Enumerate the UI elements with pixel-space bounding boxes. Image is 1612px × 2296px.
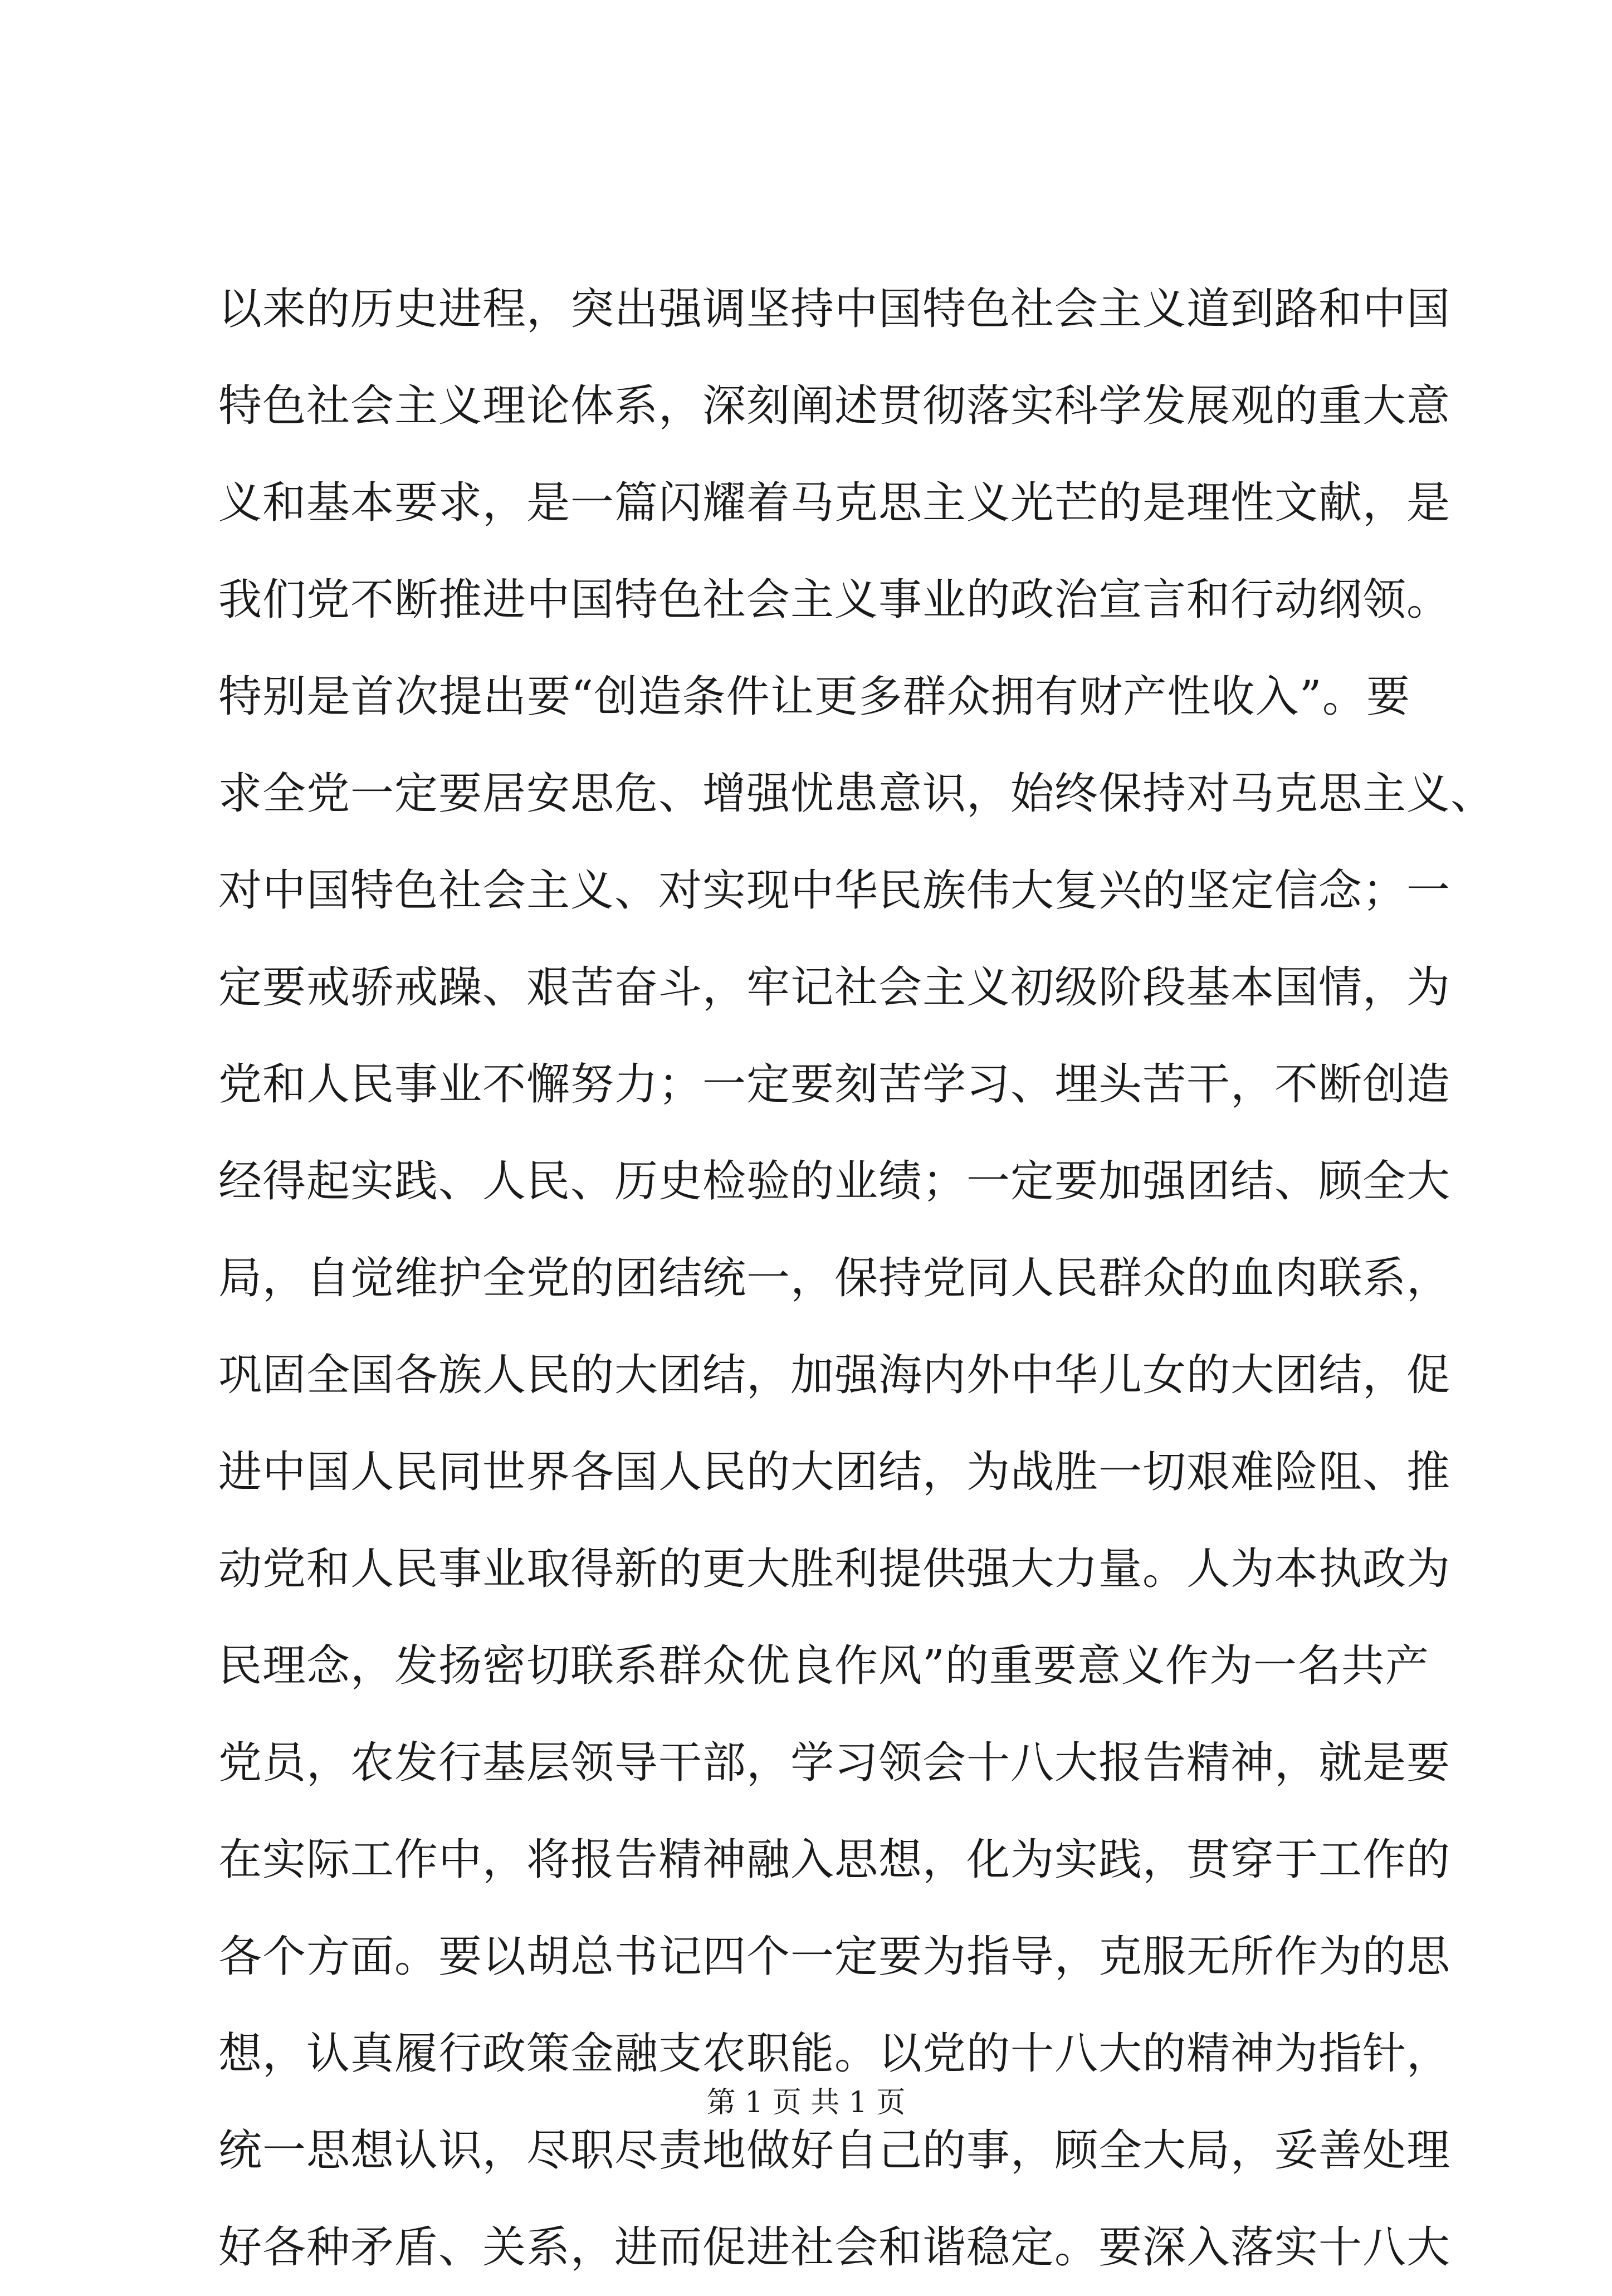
text-line: 局，自觉维护全党的团结统一，保持党同人民群众的血肉联系， <box>218 1253 1451 1303</box>
text-line: 经得起实践、人民、历史检验的业绩；一定要加强团结、顾全大 <box>218 1156 1451 1206</box>
text-line: 对中国特色社会主义、对实现中华民族伟大复兴的坚定信念；一 <box>218 866 1451 916</box>
text-line: 党和人民事业不懈努力；一定要刻苦学习、埋头苦干，不断创造 <box>218 1059 1451 1110</box>
text-line: 在实际工作中，将报告精神融入思想，化为实践，贯穿于工作的 <box>218 1835 1451 1885</box>
text-line: 特色社会主义理论体系，深刻阐述贯彻落实科学发展观的重大意 <box>218 381 1451 431</box>
text-line: 进中国人民同世界各国人民的大团结，为战胜一切艰难险阻、推 <box>218 1447 1451 1497</box>
page-footer: 第 1 页 共 1 页 <box>706 2086 906 2119</box>
text-line: 我们党不断推进中国特色社会主义事业的政治宣言和行动纲领。 <box>218 575 1451 625</box>
text-line: 动党和人民事业取得新的更大胜利提供强大力量。人为本执政为 <box>218 1544 1451 1594</box>
text-line: 求全党一定要居安思危、增强忧患意识，始终保持对马克思主义、 <box>218 769 1495 819</box>
text-line: 想，认真履行政策金融支农职能。以党的十八大的精神为指针， <box>218 2029 1451 2079</box>
text-line: 民理念，发扬密切联系群众优良作风”的重要意义作为一名共产 <box>218 1641 1429 1691</box>
text-line: 党员，农发行基层领导干部，学习领会十八大报告精神，就是要 <box>218 1738 1451 1788</box>
text-line: 巩固全国各族人民的大团结，加强海内外中华儿女的大团结，促 <box>218 1350 1451 1400</box>
text-line: 统一思想认识，尽职尽责地做好自己的事，顾全大局，妥善处理 <box>218 2126 1451 2176</box>
text-line: 以来的历史进程，突出强调坚持中国特色社会主义道到路和中国 <box>218 284 1451 334</box>
text-line: 义和基本要求，是一篇闪耀着马克思主义光芒的是理性文献，是 <box>218 478 1451 528</box>
text-line: 定要戒骄戒躁、艰苦奋斗，牢记社会主义初级阶段基本国情，为 <box>218 963 1451 1013</box>
body-text <box>218 261 1495 2296</box>
text-line: 特别是首次提出要“创造条件让更多群众拥有财产性收入”。要 <box>218 672 1410 722</box>
text-line: 各个方面。要以胡总书记四个一定要为指导，克服无所作为的思 <box>218 1932 1451 1982</box>
text-line: 好各种矛盾、关系，进而促进社会和谐稳定。要深入落实十八大 <box>218 2222 1451 2273</box>
